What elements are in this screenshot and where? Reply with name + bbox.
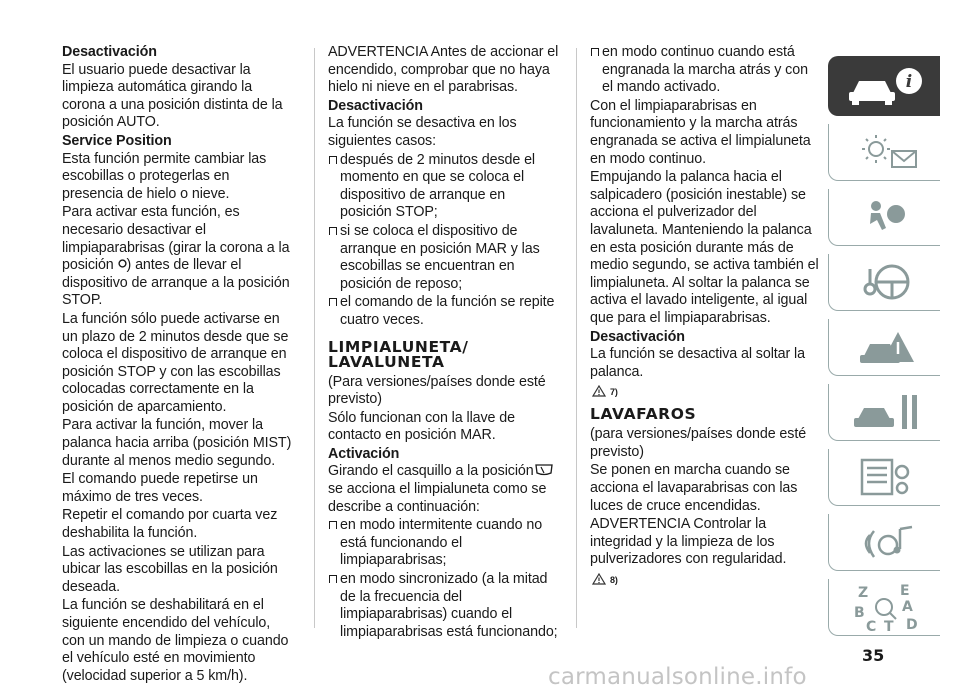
paragraph: ADVERTENCIA Controlar la integridad y la limpieza de los pulverizadores con regularidad. (590, 516, 787, 568)
tab-warning-car[interactable] (828, 319, 940, 376)
paragraph: La función se desactiva al soltar la palanca. (590, 346, 805, 380)
warning-triangle-icon (592, 573, 606, 585)
paragraph: Empujando la palanca hacia el salpicadero (posición inestable) se acciona el pulverizador del lavaluneta. Manteniendo la palanca en esta posición durante más de medio segundo, se activa también el limpialuneta. Al soltar la palanca se activa el lavado inteligente, al igual que para el limpiaparabrisas. (590, 169, 819, 326)
media-icon (840, 519, 930, 565)
section-heading: Desactivación (328, 97, 423, 114)
bullet-item: después de 2 minutos desde el momento en que se coloca el dispositivo de arranque en posición STOP; (328, 152, 560, 222)
tab-lights-mail[interactable] (828, 124, 940, 181)
section-heading: Desactivación (590, 328, 685, 345)
tab-airbag[interactable] (828, 189, 940, 246)
paragraph-text: se acciona el limpialuneta como se describe a continuación: (328, 481, 547, 515)
svg-text:i: i (905, 72, 913, 92)
section-heading: Service Position (62, 132, 172, 149)
bullet-item: si se coloca el dispositivo de arranque en posición MAR y las escobillas se encuentran en posición de reposo; (328, 223, 560, 293)
steering-icon (840, 259, 930, 305)
paragraph: Con el limpiaparabrisas en funcionamiento y la marcha atrás engranada se activa el limpialuneta en modo continuo. (590, 97, 811, 167)
index-letter: E (899, 583, 910, 599)
warning-number: 7) (610, 387, 618, 398)
lights-mail-icon (840, 129, 930, 175)
page-number: 35 (862, 646, 885, 665)
index-letter: Z (857, 585, 868, 601)
paragraph: (Para versiones/países donde esté previsto) (328, 373, 546, 408)
airbag-icon (840, 194, 930, 240)
chapter-tabs (828, 56, 940, 644)
bullet-item: en modo continuo cuando está engranada la marcha atrás y con el mando activado. (590, 44, 822, 97)
tab-settings-list[interactable] (828, 449, 940, 506)
section-heading: Activación (328, 445, 400, 462)
paragraph: Esta función permite cambiar las escobillas o protegerlas en presencia de hielo o nieve. (62, 150, 267, 202)
paragraph: Repetir el comando por cuarta vez deshabilita la función. (62, 507, 278, 542)
chapter-title-line: LAVALUNETA (328, 352, 445, 371)
paragraph (62, 204, 294, 310)
bullet-item: en modo intermitente cuando no está funcionando el limpiaparabrisas; (328, 517, 560, 570)
tab-car-info[interactable] (828, 56, 940, 116)
warning-triangle-icon (592, 385, 606, 397)
column-2 (328, 44, 560, 642)
index-letter: C (865, 619, 876, 633)
chapter-title (328, 337, 560, 371)
paragraph: Para activar la función, mover la palanca hacia arriba (posición MIST) durante al menos medio segundo. (62, 417, 292, 469)
paragraph-text: Girando el casquillo a la posición (328, 463, 534, 480)
paragraph: La función sólo puede activarse en un plazo de 2 minutos desde que se coloca el dispositivo de arranque en posición STOP y con las escobillas colocadas correctamente en la posición de aparcamiento. (62, 310, 289, 415)
bullet-item: el comando de la función se repite cuatro veces. (328, 294, 560, 329)
paragraph: La función se desactiva en los siguientes casos: (328, 115, 517, 149)
tab-index[interactable] (828, 579, 940, 636)
paragraph: El usuario puede desactivar la limpieza automática girando la corona a una posición distinta de la posición AUTO. (62, 61, 283, 131)
settings-list-icon (840, 454, 930, 500)
warning-number: 8) (610, 575, 618, 586)
index-letter: D (905, 617, 918, 633)
tab-car-tools[interactable] (828, 384, 940, 441)
tab-steering[interactable] (828, 254, 940, 311)
paragraph: ADVERTENCIA Antes de accionar el encendido, comprobar que no haya hielo ni nieve en el parabrisas. (328, 44, 559, 96)
paragraph: El comando puede repetirse un máximo de tres veces. (62, 471, 258, 505)
index-letter: A (901, 599, 913, 615)
paragraph-text: ) antes de llevar el dispositivo de arranque a la posición STOP. (62, 257, 290, 309)
paragraph: (para versiones/países donde esté previsto) (590, 426, 807, 460)
watermark: carmanualsonline.info (548, 664, 807, 690)
index-letter: B (853, 605, 865, 621)
warning-car-icon (840, 324, 930, 370)
warning-reference (592, 385, 822, 397)
car-info-icon (839, 63, 929, 109)
index-letter: T (883, 619, 894, 633)
index-letters-icon (840, 581, 930, 633)
tab-media[interactable] (828, 514, 940, 571)
paragraph (328, 463, 560, 516)
chapter-title: LAVAFAROS (590, 405, 697, 424)
paragraph: La función se deshabilitará en el siguiente encendido del vehículo, con un mando de limpieza o cuando el vehículo esté en movimiento (velocidad superior a 5 km/h). (62, 597, 289, 684)
column-divider (314, 48, 315, 628)
chapter-title-line: LIMPIALUNETA/ (328, 337, 469, 356)
car-tools-icon (840, 389, 930, 435)
off-position-icon (118, 257, 127, 270)
paragraph-text: Para activar esta función, es necesario desactivar el limpiaparabrisas (girar la corona a la posición (62, 204, 290, 274)
paragraph: Sólo funcionan con la llave de contacto en posición MAR. (328, 409, 515, 444)
column-divider (576, 48, 577, 628)
column-3 (590, 44, 822, 595)
section-heading: Desactivación (62, 44, 157, 60)
paragraph: Las activaciones se utilizan para ubicar las escobillas en la posición deseada. (62, 543, 278, 595)
rear-wiper-icon (534, 463, 554, 477)
bullet-item: en modo sincronizado (a la mitad de la frecuencia del limpiaparabrisas) cuando el limpiaparabrisas está funcionando; (328, 571, 560, 641)
paragraph: Se ponen en marcha cuando se acciona el lavaparabrisas con las luces de cruce encendidas. (590, 462, 798, 514)
warning-reference (592, 573, 822, 585)
column-1 (62, 44, 294, 686)
